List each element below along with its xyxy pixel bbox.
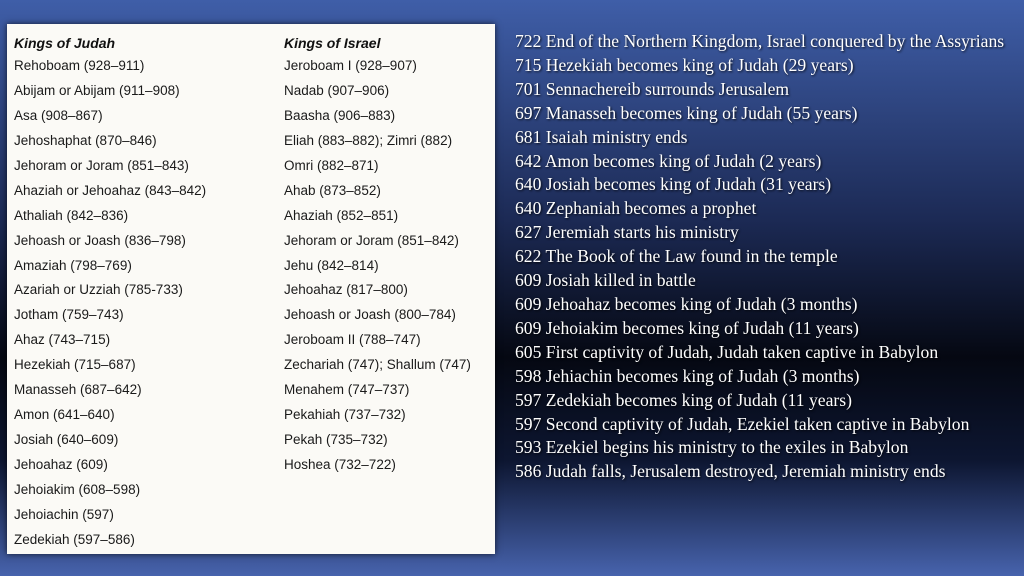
judah-king-entry: Asa (908–867): [14, 107, 103, 123]
israel-kings-heading: Kings of Israel: [284, 35, 381, 51]
timeline-entry: 598 Jehiachin becomes king of Judah (3 months): [515, 365, 860, 386]
judah-king-entry: Manasseh (687–642): [14, 382, 142, 398]
israel-king-entry: Ahaziah (852–851): [284, 207, 399, 223]
judah-king-entry: Jehoiachin (597): [14, 506, 114, 522]
israel-king-entry: Ahab (873–852): [284, 182, 381, 198]
israel-king-entry: Nadab (907–906): [284, 82, 390, 98]
timeline-entry: 715 Hezekiah becomes king of Judah (29 years): [515, 54, 854, 75]
judah-king-entry: Josiah (640–609): [14, 432, 119, 448]
judah-king-entry: Azariah or Uzziah (785-733): [14, 282, 183, 298]
timeline-entry: 597 Second captivity of Judah, Ezekiel taken captive in Babylon: [515, 413, 970, 434]
israel-king-entry: Hoshea (732–722): [284, 457, 396, 472]
timeline-entry: 622 The Book of the Law found in the temple: [515, 246, 838, 267]
israel-king-entry: Jehu (842–814): [284, 257, 379, 273]
timeline-entry: 722 End of the Northern Kingdom, Israel conquered by the Assyrians: [515, 31, 1005, 51]
israel-king-entry: Jehoahaz (817–800): [284, 282, 408, 298]
timeline-entry: 640 Zephaniah becomes a prophet: [515, 198, 757, 219]
timeline-entry: 593 Ezekiel begins his ministry to the exiles in Babylon: [515, 437, 909, 458]
israel-king-entry: Jeroboam I (928–907): [284, 58, 417, 73]
timeline-entry: 586 Judah falls, Jerusalem destroyed, Jeremiah ministry ends: [515, 461, 946, 482]
timeline-entry: 609 Jehoahaz becomes king of Judah (3 months): [515, 293, 858, 314]
timeline-list: [515, 30, 1015, 484]
judah-king-entry: Rehoboam (928–911): [14, 58, 145, 73]
israel-kings-list: [284, 54, 471, 478]
judah-kings-list: [14, 54, 206, 553]
timeline-entry: 697 Manasseh becomes king of Judah (55 years): [515, 102, 858, 123]
israel-king-entry: Baasha (906–883): [284, 107, 396, 123]
israel-king-entry: Zechariah (747); Shallum (747): [284, 357, 471, 373]
judah-king-entry: Amon (641–640): [14, 407, 115, 423]
israel-king-entry: Omri (882–871): [284, 157, 379, 173]
judah-king-entry: Jehoash or Joash (836–798): [14, 232, 186, 248]
israel-king-entry: Jehoash or Joash (800–784): [284, 307, 456, 323]
israel-king-entry: Pekahiah (737–732): [284, 407, 406, 423]
timeline-entry: 642 Amon becomes king of Judah (2 years): [515, 150, 822, 171]
judah-king-entry: Amaziah (798–769): [14, 257, 132, 273]
judah-king-entry: Abijam or Abijam (911–908): [14, 82, 180, 98]
israel-king-entry: Jehoram or Joram (851–842): [284, 232, 459, 248]
timeline-entry: 681 Isaiah ministry ends: [515, 126, 688, 147]
judah-king-entry: Jehoram or Joram (851–843): [14, 157, 189, 173]
timeline-entry: 605 First captivity of Judah, Judah taken captive in Babylon: [515, 341, 939, 362]
israel-king-entry: Pekah (735–732): [284, 432, 388, 448]
judah-king-entry: Jehoshaphat (870–846): [14, 132, 157, 148]
judah-king-entry: Jehoiakim (608–598): [14, 481, 141, 497]
israel-king-entry: Jeroboam II (788–747): [284, 332, 421, 348]
timeline-entry: 597 Zedekiah becomes king of Judah (11 years): [515, 389, 852, 410]
timeline-entry: 701 Sennachereib surrounds Jerusalem: [515, 78, 790, 99]
judah-kings-column: [14, 32, 206, 553]
timeline-entry: 627 Jeremiah starts his ministry: [515, 222, 739, 243]
judah-king-entry: Jehoahaz (609): [14, 457, 108, 472]
judah-king-entry: Hezekiah (715–687): [14, 357, 136, 373]
timeline-entry: 609 Jehoiakim becomes king of Judah (11 years): [515, 317, 859, 338]
judah-king-entry: Ahaz (743–715): [14, 332, 111, 348]
judah-king-entry: Jotham (759–743): [14, 307, 124, 323]
timeline-entry: 609 Josiah killed in battle: [515, 270, 696, 291]
judah-king-entry: Ahaziah or Jehoahaz (843–842): [14, 182, 207, 198]
judah-king-entry: Zedekiah (597–586): [14, 531, 135, 547]
judah-king-entry: Athaliah (842–836): [14, 207, 129, 223]
israel-king-entry: Eliah (883–882); Zimri (882): [284, 132, 453, 148]
israel-kings-column: [284, 32, 471, 478]
kings-table-image: [7, 24, 495, 554]
israel-king-entry: Menahem (747–737): [284, 382, 410, 398]
timeline-entry: 640 Josiah becomes king of Judah (31 years): [515, 174, 832, 195]
judah-kings-heading: Kings of Judah: [14, 35, 116, 51]
